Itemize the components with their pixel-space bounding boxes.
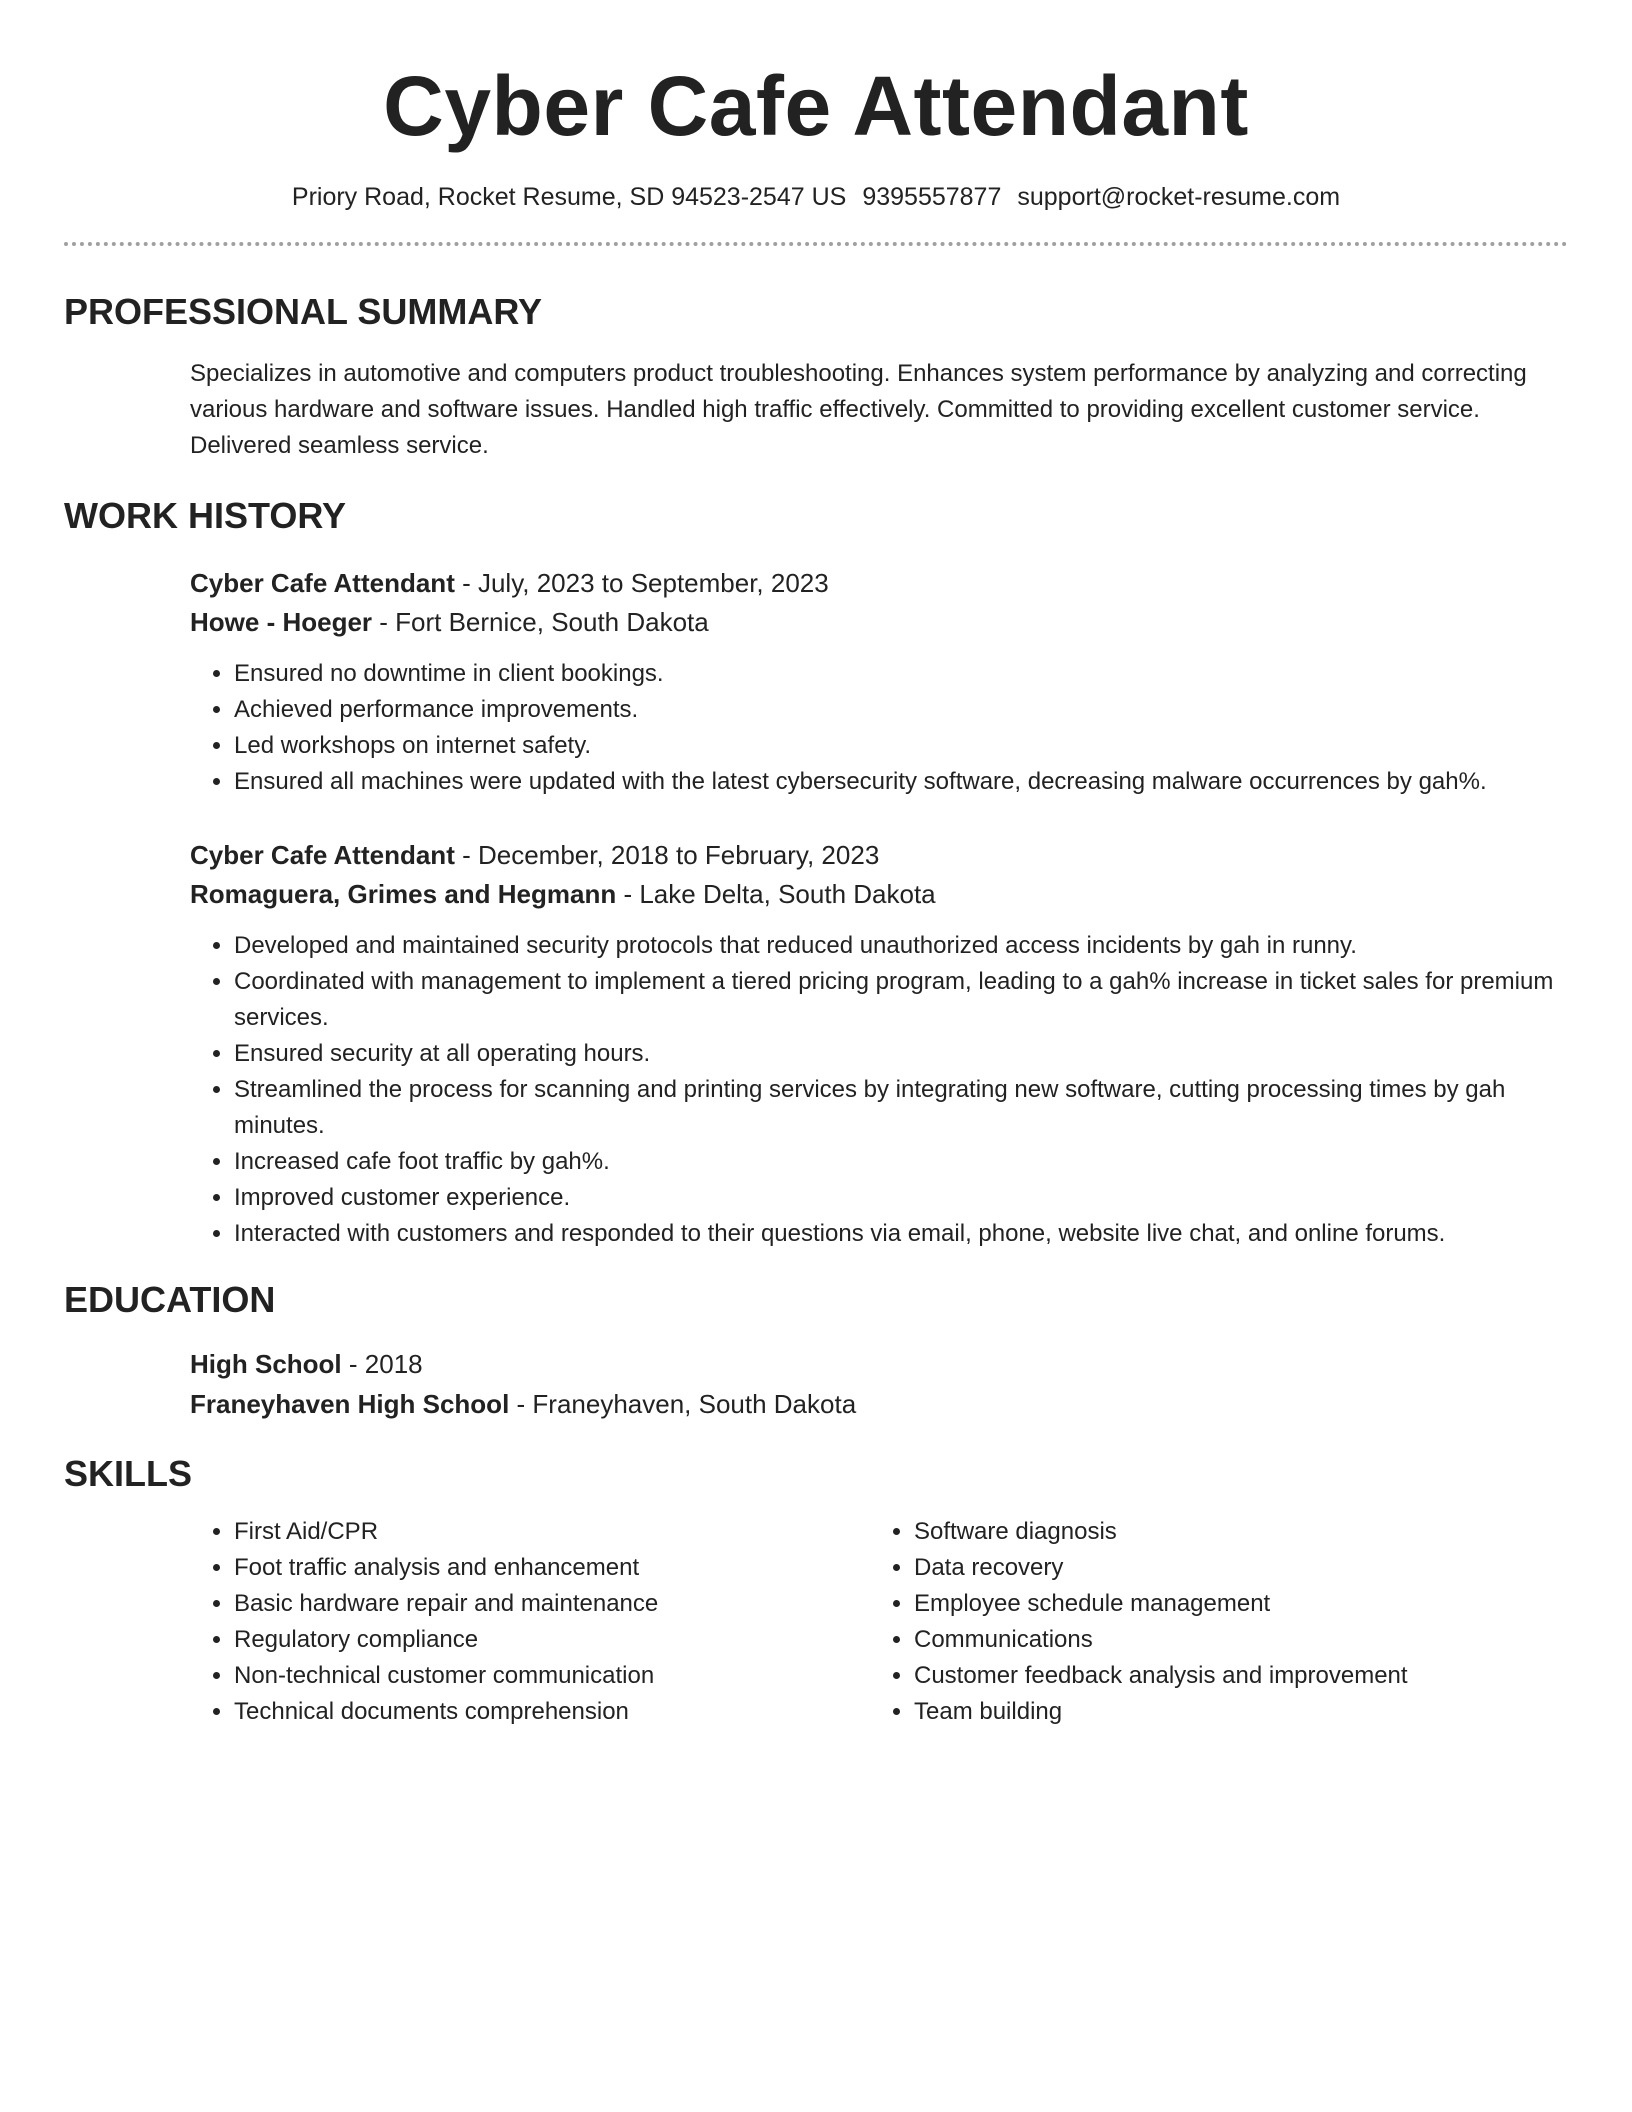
work-history-list (64, 564, 1568, 1252)
job-bullet: • Ensured all machines were updated with the latest cybersecurity software, decreasing malware occurrences by gah%. (234, 764, 1568, 800)
education-school: Franeyhaven High School (190, 1389, 510, 1419)
job-role: Cyber Cafe Attendant (190, 568, 455, 598)
skill-item: • Data recovery (914, 1550, 1550, 1586)
job-location: - Fort Bernice, South Dakota (372, 607, 709, 637)
contact-address: Priory Road, Rocket Resume, SD 94523-2547 US (291, 183, 847, 211)
job-bullet: • Streamlined the process for scanning and printing services by integrating new software, cutting processing times by gah minutes. (234, 1072, 1568, 1144)
skill-item: • Foot traffic analysis and enhancement (234, 1550, 870, 1586)
job-bullet: • Ensured no downtime in client bookings. (234, 656, 1568, 692)
job-role: Cyber Cafe Attendant (190, 840, 455, 870)
job-entry (190, 836, 1568, 1252)
header-divider (64, 242, 1568, 246)
job-role-line (190, 564, 1568, 603)
job-location: - Lake Delta, South Dakota (616, 879, 936, 909)
summary-text: Specializes in automotive and computers product troubleshooting. Enhances system performance by analyzing and correcting various hardware and software issues. Handled high traffic effectively. Committed to providing excellent customer service. Delivered seamless service. (190, 360, 1527, 459)
skill-item: • Employee schedule management (914, 1586, 1550, 1622)
skill-item: • Software diagnosis (914, 1514, 1550, 1550)
skills-column-left (190, 1514, 870, 1730)
job-bullet: • Improved customer experience. (234, 1180, 1568, 1216)
job-dates: - July, 2023 to September, 2023 (454, 568, 829, 598)
job-bullet: • Achieved performance improvements. (234, 692, 1568, 728)
skills-list (190, 1514, 1568, 1730)
education-year: - 2018 (341, 1349, 423, 1379)
contact-line (64, 180, 1568, 214)
candidate-name: Cyber Cafe Attendant (383, 59, 1249, 153)
skill-item: • Team building (914, 1694, 1550, 1730)
skill-item: • Basic hardware repair and maintenance (234, 1586, 870, 1622)
education-heading: EDUCATION (64, 1279, 276, 1320)
skill-item: • First Aid/CPR (234, 1514, 870, 1550)
job-entry (190, 564, 1568, 800)
job-company: Romaguera, Grimes and Hegmann (190, 879, 617, 909)
education-degree-line (190, 1344, 1568, 1384)
skill-item: • Non-technical customer communication (234, 1658, 870, 1694)
education-entry (64, 1344, 1568, 1424)
education-school-line (190, 1384, 1568, 1424)
job-company-line (190, 875, 1568, 914)
skill-item: • Communications (914, 1622, 1550, 1658)
contact-phone: 9395557877 (862, 183, 1002, 211)
skills-column-right (870, 1514, 1550, 1730)
skill-item: • Technical documents comprehension (234, 1694, 870, 1730)
summary-heading: PROFESSIONAL SUMMARY (64, 291, 543, 332)
job-role-line (190, 836, 1568, 875)
job-bullet: • Developed and maintained security protocols that reduced unauthorized access incidents by gah in runny. (234, 928, 1568, 964)
education-location: - Franeyhaven, South Dakota (509, 1389, 857, 1419)
skills-heading: SKILLS (64, 1453, 193, 1494)
job-bullet: • Increased cafe foot traffic by gah%. (234, 1144, 1568, 1180)
job-bullets (190, 928, 1568, 1252)
job-company: Howe - Hoeger (190, 607, 373, 637)
skill-item: • Regulatory compliance (234, 1622, 870, 1658)
contact-email: support@rocket-resume.com (1017, 183, 1341, 211)
job-bullet: • Led workshops on internet safety. (234, 728, 1568, 764)
education-degree: High School (190, 1349, 342, 1379)
job-company-line (190, 603, 1568, 642)
job-bullet: • Ensured security at all operating hours. (234, 1036, 1568, 1072)
job-bullets (190, 656, 1568, 800)
work-history-heading: WORK HISTORY (64, 495, 347, 536)
skill-item: • Customer feedback analysis and improvement (914, 1658, 1550, 1694)
job-bullet: • Coordinated with management to implement a tiered pricing program, leading to a gah% increase in ticket sales for premium services. (234, 964, 1568, 1036)
resume-header (64, 0, 1568, 246)
job-dates: - December, 2018 to February, 2023 (454, 840, 880, 870)
job-bullet: • Interacted with customers and responded to their questions via email, phone, website live chat, and online forums. (234, 1216, 1568, 1252)
